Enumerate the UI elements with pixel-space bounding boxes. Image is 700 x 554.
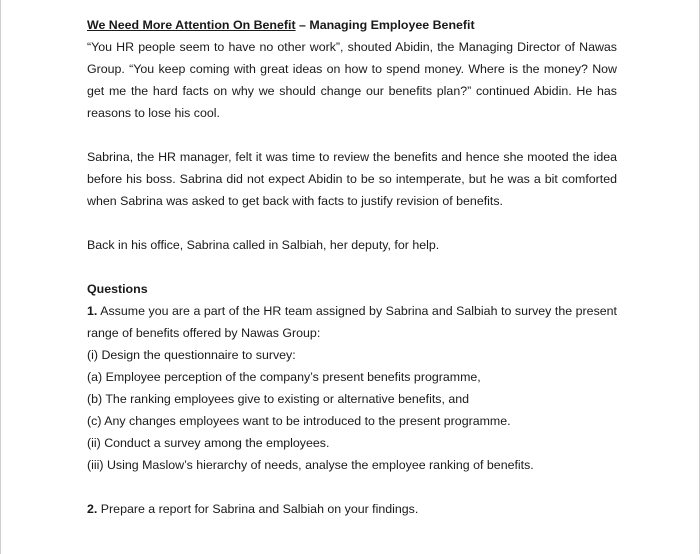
question-1 (87, 300, 617, 344)
question-1-item: (ii) Conduct a survey among the employees. (87, 436, 330, 450)
question-2-text: Prepare a report for Sabrina and Salbiah on your findings. (97, 502, 419, 516)
title-subtitle: – Managing Employee Benefit (295, 18, 475, 32)
document-body (87, 14, 617, 520)
paragraph-1: “You HR people seem to have no other work”, shouted Abidin, the Managing Director of Nawas Group. “You keep coming with great ideas on how to spend money. Where is the money? Now get me the hard facts on why we should change our benefits plan?” continued Abidin. He has reasons to lose his cool. (87, 40, 617, 120)
question-1-text: Assume you are a part of the HR team assigned by Sabrina and Salbiah to survey the present range of benefits offered by Nawas Group: (87, 304, 617, 340)
question-2-number: 2. (87, 502, 98, 516)
question-1-item: (b) The ranking employees give to existing or alternative benefits, and (87, 392, 470, 406)
question-1-number: 1. (87, 304, 98, 318)
paragraph-3: Back in his office, Sabrina called in Salbiah, her deputy, for help. (87, 238, 440, 252)
questions-heading: Questions (87, 282, 148, 296)
question-2 (87, 498, 617, 520)
question-1-item: (a) Employee perception of the company’s present benefits programme, (87, 370, 481, 384)
question-1-item: (c) Any changes employees want to be introduced to the present programme. (87, 414, 511, 428)
document-title (87, 14, 617, 36)
title-underlined: We Need More Attention On Benefit (87, 18, 296, 32)
question-1-item: (iii) Using Maslow’s hierarchy of needs, analyse the employee ranking of benefits. (87, 458, 534, 472)
paragraph-2: Sabrina, the HR manager, felt it was time to review the benefits and hence she mooted the idea before his boss. Sabrina did not expect Abidin to be so intemperate, but he was a bit comforted when Sabrina was asked to get back with facts to justify revision of benefits. (87, 150, 617, 208)
question-1-item: (i) Design the questionnaire to survey: (87, 348, 296, 362)
